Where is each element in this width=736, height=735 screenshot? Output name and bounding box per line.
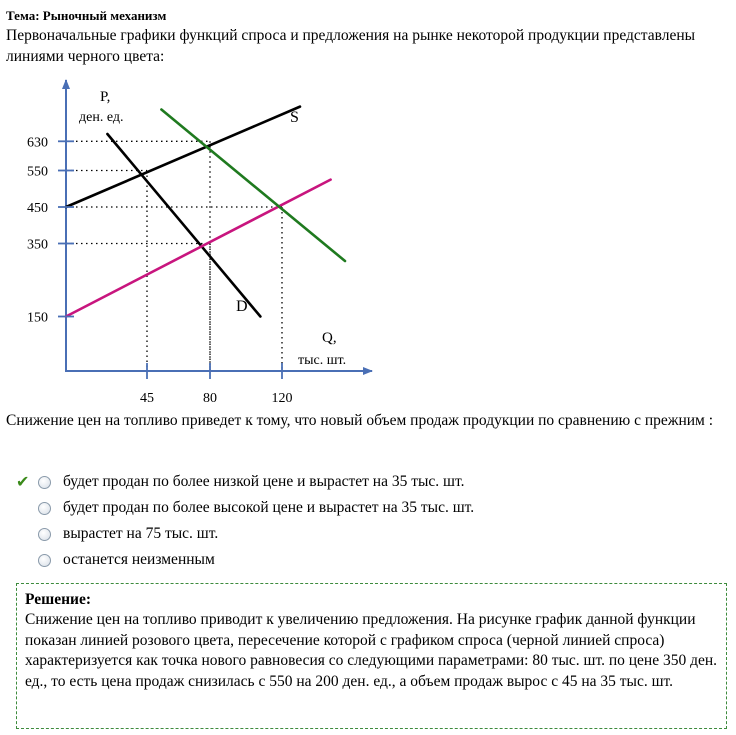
option-label: будет продан по более низкой цене и вырастет на 35 тыс. шт. <box>63 473 465 490</box>
checkmark-icon: ✔ <box>16 472 30 491</box>
x-tick-label: 120 <box>271 391 293 406</box>
topic-heading: Тема: Рыночный механизм <box>6 8 167 23</box>
y-tick-label: 150 <box>27 310 48 326</box>
radio-button[interactable] <box>38 502 51 515</box>
x-axis-label-q: Q, <box>322 330 337 346</box>
question-text: Снижение цен на топливо приведет к тому, что новый объем продаж продукции по сравнению с прежним : <box>6 412 714 429</box>
intro-text: Первоначальные графики функций спроса и предложения на рынке некоторой продукции представлены линиями черного цвета: <box>6 27 696 65</box>
supply-curve-label: S <box>290 109 299 126</box>
supply-demand-chart <box>0 74 400 409</box>
radio-button[interactable] <box>38 528 51 541</box>
demand-curve-label: D <box>236 298 248 315</box>
radio-button[interactable] <box>38 476 51 489</box>
x-tick-label: 45 <box>140 391 154 406</box>
answer-option[interactable] <box>16 522 474 546</box>
answer-options <box>16 470 474 574</box>
y-axis-label-unit: ден. ед. <box>79 110 124 125</box>
option-label: будет продан по более высокой цене и вырастет на 35 тыс. шт. <box>63 499 475 516</box>
y-tick-label: 630 <box>27 135 48 151</box>
series-line-s2 <box>66 180 331 317</box>
answer-option[interactable] <box>16 496 474 520</box>
series-lines <box>66 107 345 317</box>
x-tick-label: 80 <box>203 391 217 406</box>
y-tick-label: 550 <box>27 164 48 180</box>
solution-box <box>16 583 727 729</box>
x-axis-label-unit: тыс. шт. <box>298 353 347 368</box>
guide-lines <box>66 141 282 371</box>
answer-option[interactable] <box>16 470 474 494</box>
solution-title: Решение: <box>25 591 92 608</box>
y-tick-label: 450 <box>27 201 48 216</box>
y-axis-label-p: P, <box>100 89 111 105</box>
radio-button[interactable] <box>38 554 51 567</box>
y-tick-label: 350 <box>27 237 48 253</box>
answer-option[interactable] <box>16 548 474 572</box>
series-line-d <box>107 134 260 317</box>
solution-text: Снижение цен на топливо приводит к увеличению предложения. На рисунке график данной функции показан линией розового цвета, пересечение которой с графиком спроса (черной линией спроса) характеризуется как точка нового равновесия со следующими параметрами: 80 тыс. шт. по цене 350 ден. ед., то есть цена продаж снизилась с 550 на 200 ден. ед., а объем продаж вырос с 45 на 35 тыс. шт. <box>25 611 718 690</box>
option-label: останется неизменным <box>63 551 215 568</box>
option-label: вырастет на 75 тыс. шт. <box>63 525 219 542</box>
x-ticks <box>140 363 293 406</box>
